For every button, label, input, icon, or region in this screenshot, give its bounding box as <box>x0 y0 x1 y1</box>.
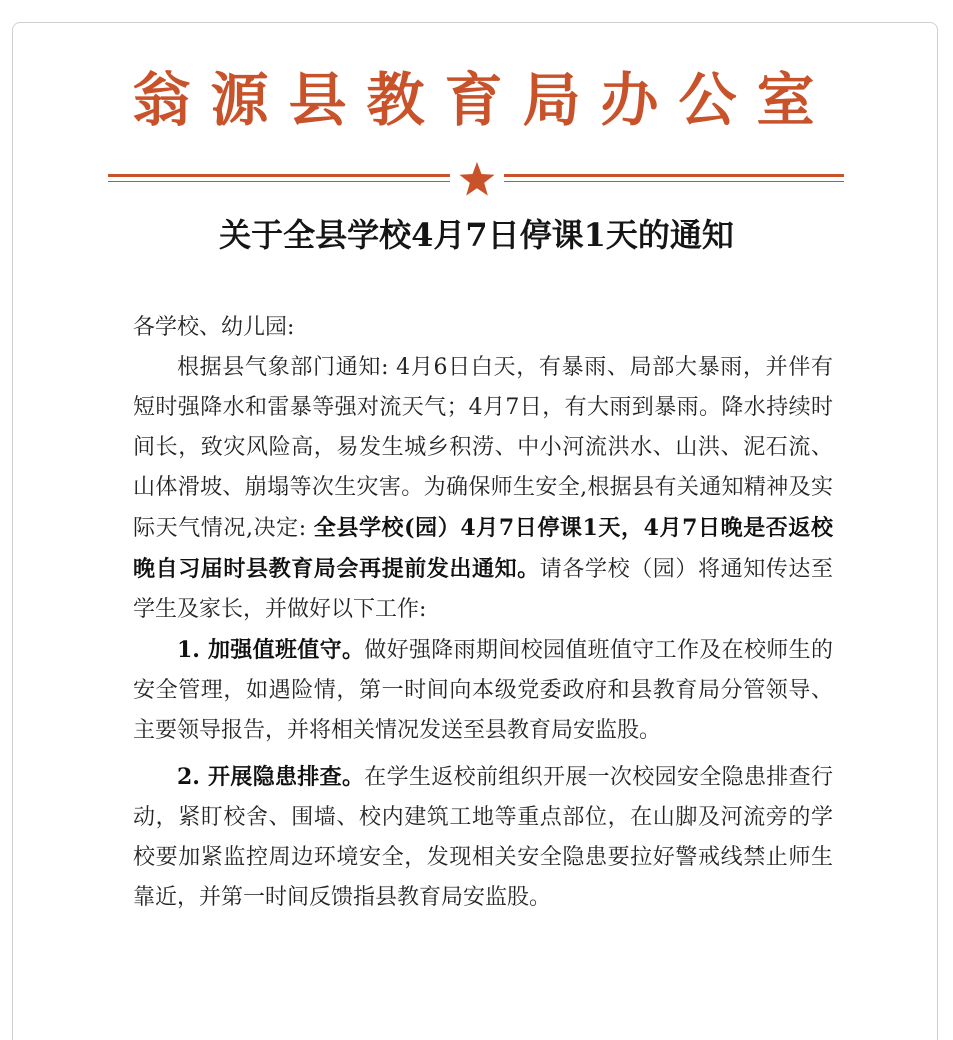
item-1-heading: 1. 加强值班值守。 <box>177 637 365 663</box>
paragraph-decision <box>133 348 833 630</box>
star-icon <box>458 160 496 198</box>
notice-body <box>133 308 833 918</box>
item-1-text: 做好强降雨期间校园值班值守工作及在校师生的安全管理，如遇险情，第一时间向本级党委政府和县教育局分管领导、主要领导报告，并将相关情况发送至县教育局安监股。 <box>133 638 833 743</box>
paragraph-decision-text: 根据县气象部门通知: 4月6日白天，有暴雨、局部大暴雨，并伴有短时强降水和雷暴等强对流天气；4月7日，有大雨到暴雨。降水持续时间长，致灾风险高，易发生城乡积涝、中小河流洪水、山洪、泥石流、山体滑坡、崩塌等次生灾害。为确保师生安全,根据县有关通知精神及实际天气情况,决定: <box>133 355 833 541</box>
item-2-text: 在学生返校前组织开展一次校园安全隐患排查行动，紧盯校舍、围墙、校内建筑工地等重点部位，在山脚及河流旁的学校要加紧监控周边环境安全，发现相关安全隐患要拉好警戒线禁止师生靠近，并第一时间反馈指县教育局安监股。 <box>133 765 833 910</box>
item-1 <box>133 630 833 751</box>
item-2 <box>133 757 833 918</box>
paragraph-decision-bold: 全县学校(园）4月7日停课1天，4月7日晚是否返校晚自习届时县教育局会再提前发出通知。 <box>133 515 833 582</box>
item-2-heading: 2. 开展隐患排查。 <box>177 764 365 790</box>
salutation: 各学校、幼儿园: <box>133 315 295 340</box>
notice-title: 关于全县学校4月7日停课1天的通知 <box>219 216 734 254</box>
masthead: 翁源县教育局办公室 <box>132 66 835 134</box>
paragraph-decision-instruction: 请各学校（园）将通知传达至学生及家长，并做好以下工作: <box>133 557 833 622</box>
